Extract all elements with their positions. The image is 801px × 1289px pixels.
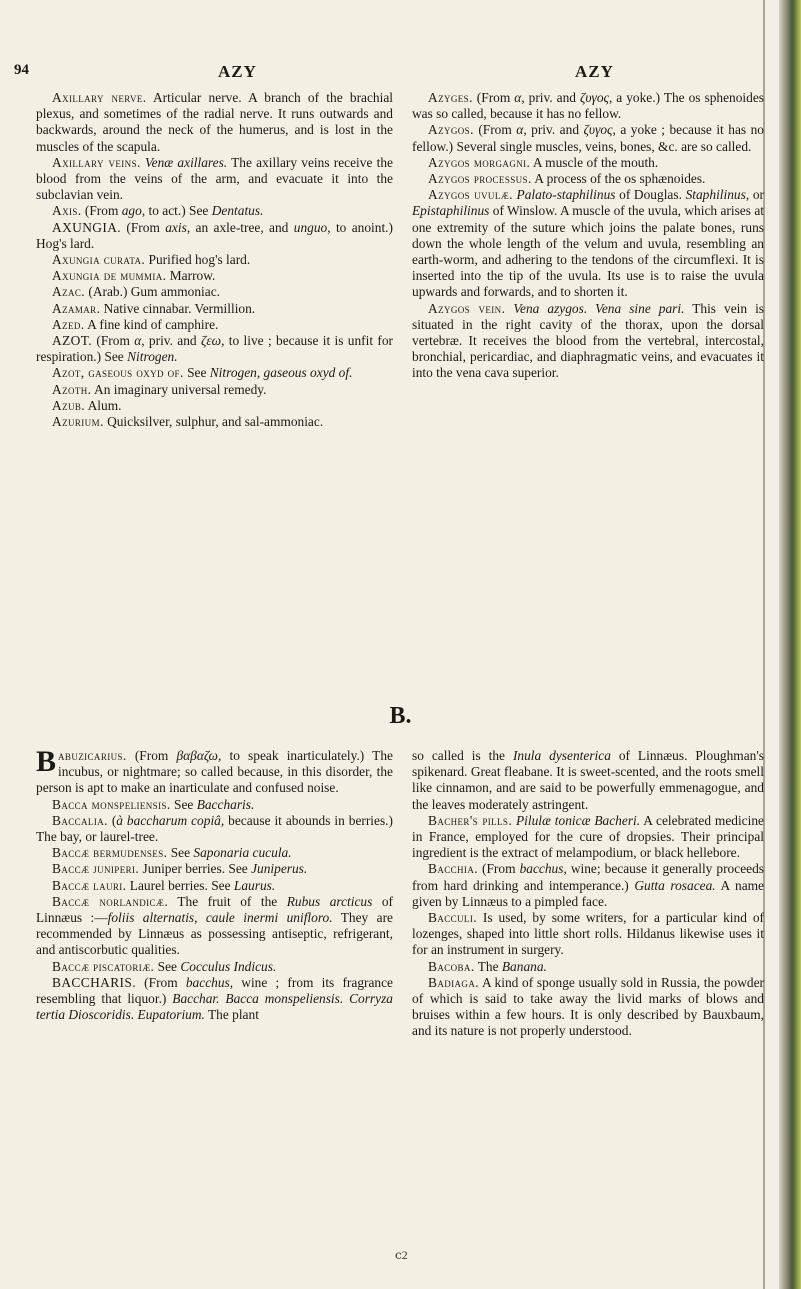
entry-text: A kind of sponge usually sold in Russia, the powder of which is said to take away the livid marks of blows and bruises within a few hours. It is only described by Bauxbaum, and its nature is not properly understood. [412,974,764,1039]
entry-italic-text: Venæ axillares. [144,154,228,170]
page-number: 94 [14,62,29,78]
dictionary-entry [412,975,764,1040]
entry-italic-text: Rubus arcticus [286,893,373,909]
entry-italic-text: Epistaphilinus [412,203,490,219]
entry-text: of Linnæus :— [36,893,393,926]
entry-headword: Baccæ piscatoriæ. [52,958,155,974]
dictionary-entry [36,220,393,252]
entry-text: , wine; because it generally proceeds from hard drinking and intemperance.) [412,861,764,893]
entry-text: (From [136,974,186,990]
entry-text: The [474,958,502,974]
section-letter: B. [389,703,412,729]
entry-headword: Azygos morgagni. [428,154,531,170]
dictionary-entry [36,203,393,219]
entry-text: A name given by Linnæus to a pimpled face. [412,877,764,909]
entry-text: Is used, by some writers, for a particular kind of lozenges, shaped into little short rolls. Hildanus likewise uses it for an instrument in surgery. [412,910,764,958]
entry-headword: Baccalia. [52,812,108,828]
entry-text: , priv. and [523,122,584,138]
column-b-left [36,745,393,1023]
entry-headword: abuzicarius. [58,748,127,763]
entry-italic-text: bacchus [185,974,230,990]
entry-text: This vein is situated in the right cavity of the thorax, upon the dorsal vertebræ. It receives the blood from the vertebral, intercostal, bronchial, pericardiac, and diaphragmatic veins, and evacuates it into the vena cava superior. [412,300,765,381]
entry-italic-text: Bacchar. Bacca monspeliensis. Corryza tertia Dioscoridis. Eupatorium. [36,991,393,1023]
dictionary-entry [36,90,393,155]
entry-text: They are recommended by Linnæus as possessing antiseptic, refrigerant, and antiscorbutic qualities. [36,910,393,958]
entry-text: See [167,845,194,861]
dictionary-entry [412,155,764,171]
dictionary-entry [36,268,393,284]
entry-headword: Azac. [52,284,86,300]
entry-headword: Baccæ bermudenses. [52,845,168,861]
running-header [0,62,760,84]
entry-italic-text: foliis alternatis, caule inermi unifloro. [107,910,333,926]
entry-italic-text: Gutta rosacea. [634,877,716,893]
entry-text: , to live ; because it is unfit for respiration.) See [36,333,393,365]
entry-headword: Azed. [52,316,85,332]
entry-italic-text: Pilulæ tonicæ Bacheri. [515,812,641,828]
entry-headword: Azub. [52,397,86,413]
entry-italic-text: α [134,333,142,349]
entry-text: , priv. and [141,333,201,349]
signature-mark: ⅽ2 [395,1248,408,1262]
entry-text: , because it abounds in berries.) The bay, or laurel-tree. [36,812,393,845]
entry-headword: BACCHARIS. [52,974,136,990]
entry-text: See [183,365,210,381]
entry-headword: Azamar. [52,300,101,316]
entry-headword: Axungia curata. [52,252,146,268]
entry-text: , or [745,187,764,203]
entry-italic-text: Juniperus. [251,861,308,877]
entry-text: so called is the [412,748,513,763]
entry-text: Native cinnabar. Vermillion. [100,300,256,316]
entry-text: Juniper berries. See [139,861,252,877]
entry-italic-text: Baccharis. [196,796,255,812]
dictionary-entry [412,748,764,813]
entry-headword: Axillary veins. [52,154,141,170]
entry-headword: Badiaga. [428,974,479,990]
entry-text: (Arab.) Gum ammoniac. [85,284,221,300]
entry-text: (From [126,748,177,763]
dictionary-entry [36,382,393,398]
entry-headword: Axis. [52,203,82,219]
entry-text: ( [107,812,117,828]
dictionary-entry [412,910,764,959]
dictionary-entry [36,878,393,894]
entry-italic-text: Nitrogen, gaseous oxyd of. [209,365,353,381]
entry-headword: Baccæ norlandicæ. [52,893,169,909]
drop-cap: B [36,745,57,778]
entry-italic-text: ago [121,203,142,219]
dictionary-entry [36,301,393,317]
entry-headword: Bacculi. [428,910,477,926]
entry-text: Purified hog's lard. [145,252,251,268]
entry-italic-text: Staphilinus [685,187,746,203]
entry-italic-text: Laurus. [233,877,276,893]
entry-text: (From [81,203,122,219]
column-a-left [36,90,393,430]
entry-text: , priv. and [521,90,580,105]
entry-italic-text: Inula dysenterica [512,748,611,763]
entry-headword: Axungia de mummia. [52,268,167,284]
dictionary-entry [36,845,393,861]
entry-headword: Azoth. [52,381,92,397]
entry-text: , a yoke.) The os sphenoides was so called, because it has no fellow. [412,90,764,122]
entry-italic-text: Saponaria cucula. [193,845,292,861]
dictionary-entry [412,301,764,382]
entry-italic-text: Cocculus Indicus. [180,958,277,974]
entry-headword: Bacchia. [428,861,478,877]
dictionary-entry [412,959,764,975]
entry-text: , to anoint.) Hog's lard. [36,219,393,251]
entry-text: , an axle-tree, and [186,219,294,235]
entry-text: The plant [204,1007,259,1023]
entry-text: A process of the os sphænoides. [531,171,706,187]
entry-text: Quicksilver, sulphur, and sal-ammoniac. [103,414,324,430]
entry-italic-text: βαβαζω [176,748,218,763]
entry-italic-text: Palato-staphilinus [516,187,616,203]
dictionary-entry [412,90,764,122]
entry-text: See [154,958,181,974]
entry-italic-text: bacchus [519,861,564,877]
entry-headword: AZOT. [52,333,93,349]
entry-text: , to act.) See [141,203,212,219]
dictionary-entry [36,365,393,381]
entry-headword: Bacca monspeliensis. [52,796,171,812]
entry-headword: Azygos. [428,122,474,138]
entry-italic-text: ζυγος [579,90,609,105]
dictionary-entry [36,959,393,975]
entry-text: of Linnæus. Ploughman's spikenard. Great fleabane. It is sweet-scented, and the roots smell like cinnamon, and are said to be powerfully emmenagogue, and the leaves moderately astringent. [412,748,764,812]
dictionary-entry [36,894,393,959]
entry-text: of Douglas. [615,187,686,203]
entry-headword: Bacoba. [428,958,475,974]
page-edge-binding [779,0,801,1289]
entry-headword: Azygos processus. [428,171,532,187]
dictionary-entry [36,398,393,414]
entry-text: (From [121,219,166,235]
entry-text: (From [473,122,517,138]
entry-text: (From [472,90,515,105]
dictionary-entry [36,797,393,813]
entry-text: A fine kind of camphire. [84,316,219,332]
entry-text: Articular nerve. A branch of the brachial plexus, and sometimes of the radial nerve. It runs outwards and backwards, around the neck of the humerus, and is lost in the muscles of the scapula. [36,90,393,154]
dictionary-entry [36,284,393,300]
dictionary-entry [412,861,764,910]
entry-text: A muscle of the mouth. [530,154,659,170]
entry-text: See [170,796,197,812]
entry-headword: Azygos vein. [428,300,506,316]
entry-text: An imaginary universal remedy. [91,381,267,397]
dictionary-entry [36,155,393,204]
entry-headword: Azygos uvulæ. [428,187,513,203]
entry-headword: AXUNGIA. [52,219,122,235]
entry-italic-text: ζεω [200,333,222,349]
entry-italic-text: à baccharum copiâ [116,812,221,828]
entry-text: Marrow. [166,268,216,284]
entry-italic-text: Vena azygos. Vena sine pari. [513,300,685,316]
entry-headword: Azurium. [52,414,104,430]
entry-italic-text: ζυγος [583,122,613,138]
entry-italic-text: axis [165,219,187,235]
dictionary-entry [412,813,764,862]
entry-italic-text: unguo [293,219,328,235]
entry-text: A celebrated medicine in France, employed for the cure of dropsies. Their principal ingredient is the extract of melampodium, or black hellebore. [412,812,764,861]
entry-headword: Azyges. [428,90,473,105]
entry-text: Alum. [85,397,122,413]
running-head-left: AZY [218,62,257,81]
entry-text: , wine ; from its fragrance resembling that liquor.) [36,974,393,1007]
dictionary-entry [36,414,393,430]
entry-text: The axillary veins receive the blood from the veins of the arm, and evacuate it into the subclavian vein. [36,154,393,203]
entry-text: , a yoke ; because it has no fellow.) Several single muscles, veins, bones, &c. are so called. [412,122,764,154]
entry-text: of Winslow. A muscle of the uvula, which arises at one extremity of the suture which joins the palate bones, runs down the whole length of the velum and uvula, resembling an earth-worm, and adhering to the tendons of the circumflexi. It is inserted into the tip of the uvula. Its use is to raise the uvula upwards and forwards, and to shorten it. [412,203,764,300]
entry-italic-text: Nitrogen. [127,349,178,365]
dictionary-entry [412,187,764,300]
dictionary-entry [412,171,764,187]
entry-text: (From [92,333,135,349]
dictionary-entry [36,975,393,1024]
entry-italic-text: α [514,90,522,105]
entry-headword: Baccæ juniperi. [52,861,140,877]
entry-text: The fruit of the [168,893,287,909]
dictionary-entry [36,333,393,365]
dictionary-entry [36,813,393,845]
dictionary-entry [36,745,393,797]
dictionary-entry [36,252,393,268]
column-b-right [412,748,764,1040]
entry-text: , to speak inarticulately.) The incubus, or nightmare; so called because, in this disorder, the person is apt to make an inarticulate and confused noise. [36,748,393,796]
entry-text: (From [477,861,520,877]
entry-headword: Baccæ lauri. [52,877,127,893]
entry-headword: Axillary nerve. [52,90,147,105]
dictionary-entry [36,861,393,877]
entry-italic-text: Banana. [501,958,547,974]
column-a-right [412,90,764,382]
entry-text: Laurel berries. See [126,877,234,893]
entry-italic-text: α [516,122,524,138]
entry-headword: Bacher's pills. [428,812,513,828]
running-head-right: AZY [575,62,614,81]
entry-headword: Azot, gaseous oxyd of. [52,365,184,381]
dictionary-entry [36,317,393,333]
dictionary-entry [412,122,764,154]
entry-italic-text: Dentatus. [211,203,264,219]
